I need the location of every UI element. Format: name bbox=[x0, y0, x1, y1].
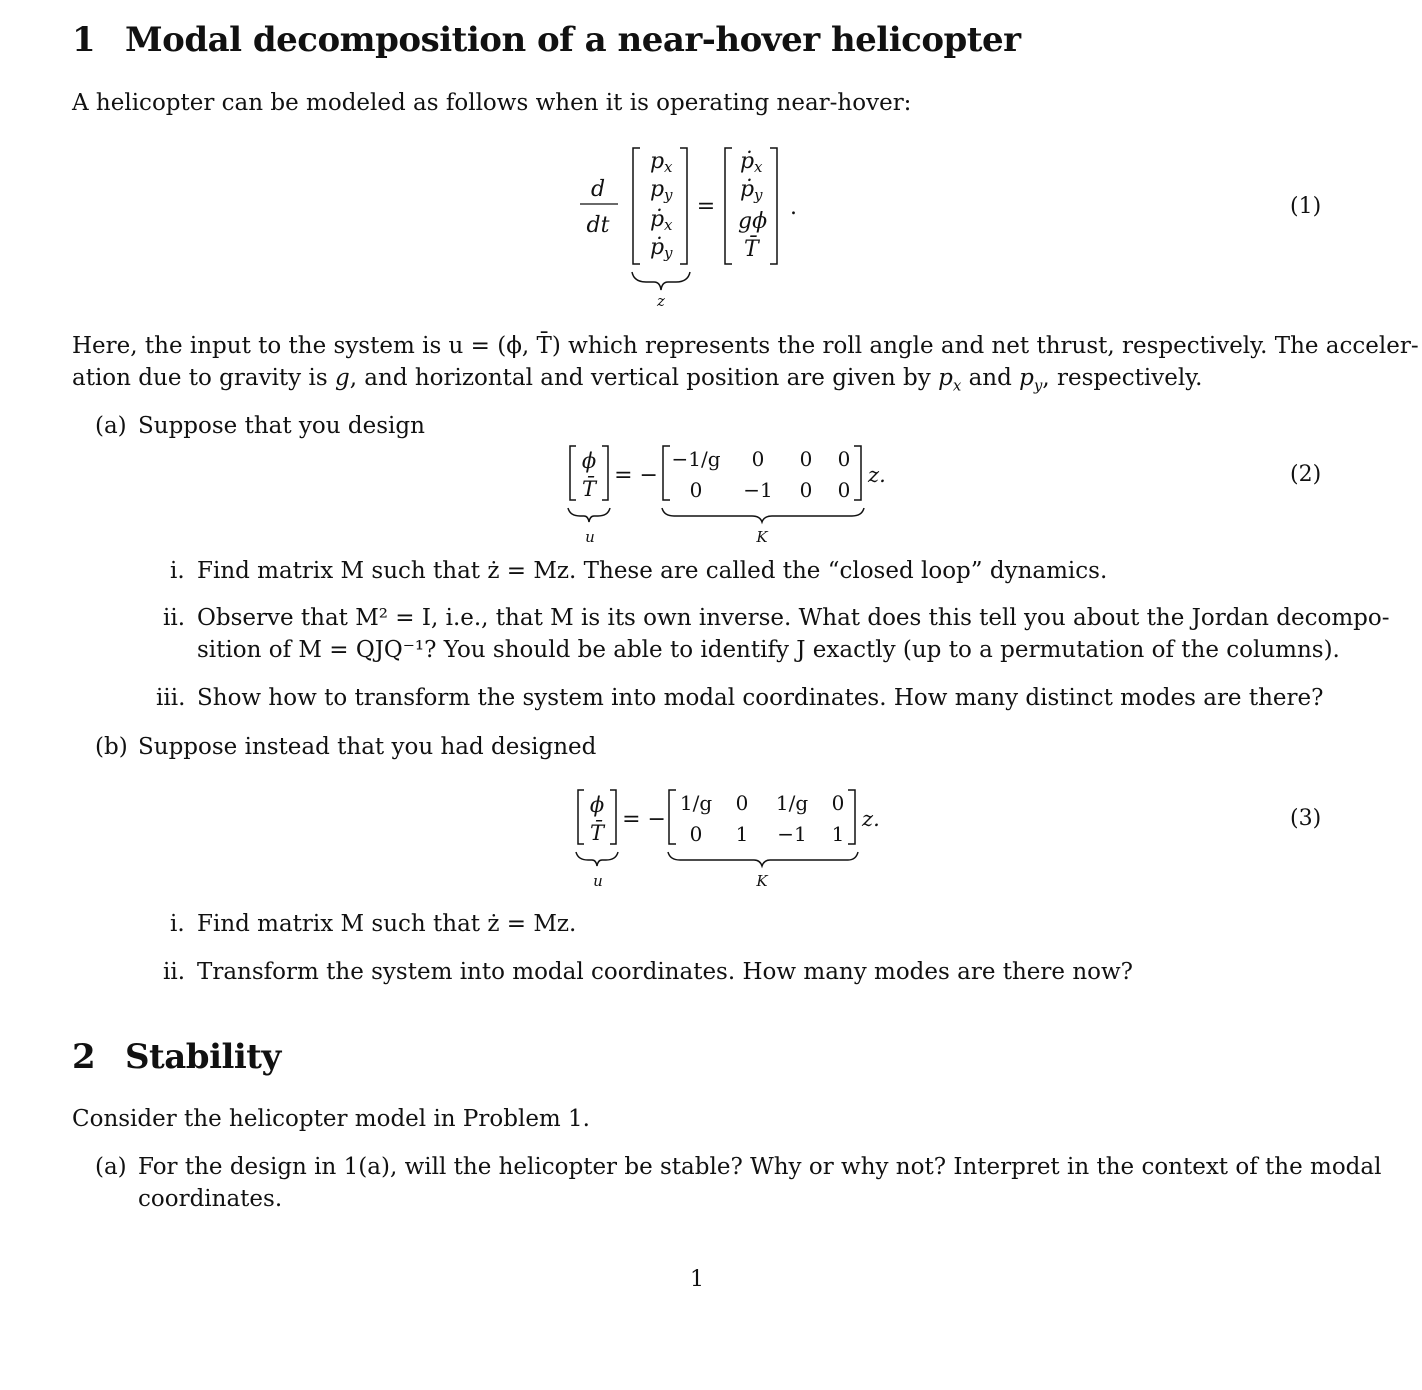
section-2-title: Stability bbox=[125, 1037, 281, 1077]
eq3-r1c3: 1/g bbox=[775, 791, 809, 815]
eq3-r2c3: −1 bbox=[777, 822, 807, 846]
b-item-2-label: ii. bbox=[163, 959, 186, 985]
equation-3 bbox=[570, 784, 900, 894]
b-item-1-text: Find matrix M such that ż = Mz. bbox=[197, 911, 577, 937]
section-1-intro: A helicopter can be modeled as follows when it is operating near-hover: bbox=[72, 90, 912, 116]
a-item-3-text: Show how to transform the system into modal coordinates. How many distinct modes are there? bbox=[197, 685, 1324, 711]
eq2-brace-k: K bbox=[756, 528, 768, 546]
a-item-2-text-cont: sition of M = QJQ⁻¹? You should be able to identify J exactly (up to a permutation of the columns). bbox=[197, 637, 1340, 663]
eq2-u1: ϕ bbox=[581, 449, 597, 473]
eq2-r2c4: 0 bbox=[837, 478, 851, 502]
section-2-number: 2 bbox=[72, 1037, 96, 1077]
part-a-text: Suppose that you design bbox=[138, 413, 425, 439]
eq3-r1c1: 1/g bbox=[679, 791, 713, 815]
eq1-lhs-sub-4: y bbox=[664, 244, 673, 262]
eq2-z: z. bbox=[868, 463, 886, 487]
eq3-r2c2: 1 bbox=[735, 822, 749, 846]
section-1-title: Modal decomposition of a near-hover helicopter bbox=[125, 20, 1021, 60]
eq1-lhs-1: p bbox=[650, 149, 665, 174]
eq2-u2: T̄ bbox=[581, 477, 597, 501]
eq2-r1c2: 0 bbox=[751, 447, 765, 471]
eq1-number: (1) bbox=[1290, 194, 1322, 219]
eq3-r1c4: 0 bbox=[831, 791, 845, 815]
eq1-rhs-4: T̄ bbox=[744, 237, 759, 262]
eq2-r1c3: 0 bbox=[799, 447, 813, 471]
eq1-rhs-2: ṗ bbox=[740, 177, 755, 202]
part-b-label: (b) bbox=[95, 734, 128, 760]
eq3-z: z. bbox=[862, 807, 880, 831]
eq1-lhs-4: ṗ bbox=[650, 235, 665, 260]
part-a-label: (a) bbox=[95, 413, 127, 439]
eq3-r1c2: 0 bbox=[735, 791, 749, 815]
section-2-intro: Consider the helicopter model in Problem 1. bbox=[72, 1106, 590, 1132]
eq2-r2c1: 0 bbox=[689, 478, 703, 502]
eq1-period: . bbox=[790, 195, 797, 220]
eq3-u1: ϕ bbox=[589, 793, 605, 817]
eq1-lhs-2: p bbox=[650, 177, 665, 202]
eq3-r2c1: 0 bbox=[689, 822, 703, 846]
section-1-number: 1 bbox=[72, 20, 96, 60]
eq3-u2: T̄ bbox=[589, 821, 605, 845]
eq1-brace-z: z bbox=[657, 292, 665, 310]
s2-part-a-label: (a) bbox=[95, 1154, 127, 1180]
a-item-1-label: i. bbox=[170, 558, 185, 584]
equation-1 bbox=[580, 140, 820, 310]
a-item-2-text: Observe that M² = I, i.e., that M is its own inverse. What does this tell you about the Jordan decompo- bbox=[197, 605, 1390, 631]
eq1-d: d bbox=[590, 177, 606, 202]
eq3-brace-u: u bbox=[593, 872, 603, 890]
a-item-3-label: iii. bbox=[156, 685, 186, 711]
eq3-brace-k: K bbox=[756, 872, 768, 890]
eq1-lhs-3: ṗ bbox=[650, 207, 665, 232]
b-item-1-label: i. bbox=[170, 911, 185, 937]
eq3-eqminus: = − bbox=[622, 807, 666, 832]
eq1-lhs-sub-3: x bbox=[664, 216, 673, 234]
eq1-dt: dt bbox=[586, 213, 610, 238]
eq2-brace-u: u bbox=[585, 528, 595, 546]
a-item-2-label: ii. bbox=[163, 605, 186, 631]
eq1-rhs-sub-1: x bbox=[754, 158, 763, 176]
page-number: 1 bbox=[690, 1267, 704, 1292]
s2-part-a-text-cont: coordinates. bbox=[138, 1186, 283, 1212]
eq1-lhs-sub-1: x bbox=[664, 158, 673, 176]
eq2-r2c2: −1 bbox=[743, 478, 773, 502]
eq2-r1c4: 0 bbox=[837, 447, 851, 471]
eq1-equals: = bbox=[696, 194, 716, 219]
eq2-r1c1: −1/g bbox=[671, 447, 721, 471]
eq3-r2c4: 1 bbox=[831, 822, 845, 846]
eq1-rhs-sub-2: y bbox=[754, 186, 763, 204]
equation-2 bbox=[562, 440, 902, 550]
a-item-1-text: Find matrix M such that ż = Mz. These are called the “closed loop” dynamics. bbox=[197, 558, 1108, 584]
b-item-2-text: Transform the system into modal coordinates. How many modes are there now? bbox=[197, 959, 1134, 985]
para-line-2: ation due to gravity is g, and horizontal and vertical position are given by $p_x$ and $p_y$, respectively. bbox=[72, 365, 1203, 395]
eq2-r2c3: 0 bbox=[799, 478, 813, 502]
part-b-text: Suppose instead that you had designed bbox=[138, 734, 597, 760]
eq2-number: (2) bbox=[1290, 462, 1322, 487]
eq3-number: (3) bbox=[1290, 806, 1322, 831]
eq2-eqminus: = − bbox=[614, 463, 658, 488]
eq1-lhs-sub-2: y bbox=[664, 186, 673, 204]
eq1-rhs-3: gϕ bbox=[738, 209, 768, 234]
eq1-rhs-1: ṗ bbox=[740, 149, 755, 174]
s2-part-a-text: For the design in 1(a), will the helicopter be stable? Why or why not? Interpret in the context of the modal bbox=[138, 1154, 1382, 1180]
para-line-1: Here, the input to the system is u = (ϕ, T̄) which represents the roll angle and net thrust, respectively. The acceler- bbox=[72, 333, 1419, 359]
